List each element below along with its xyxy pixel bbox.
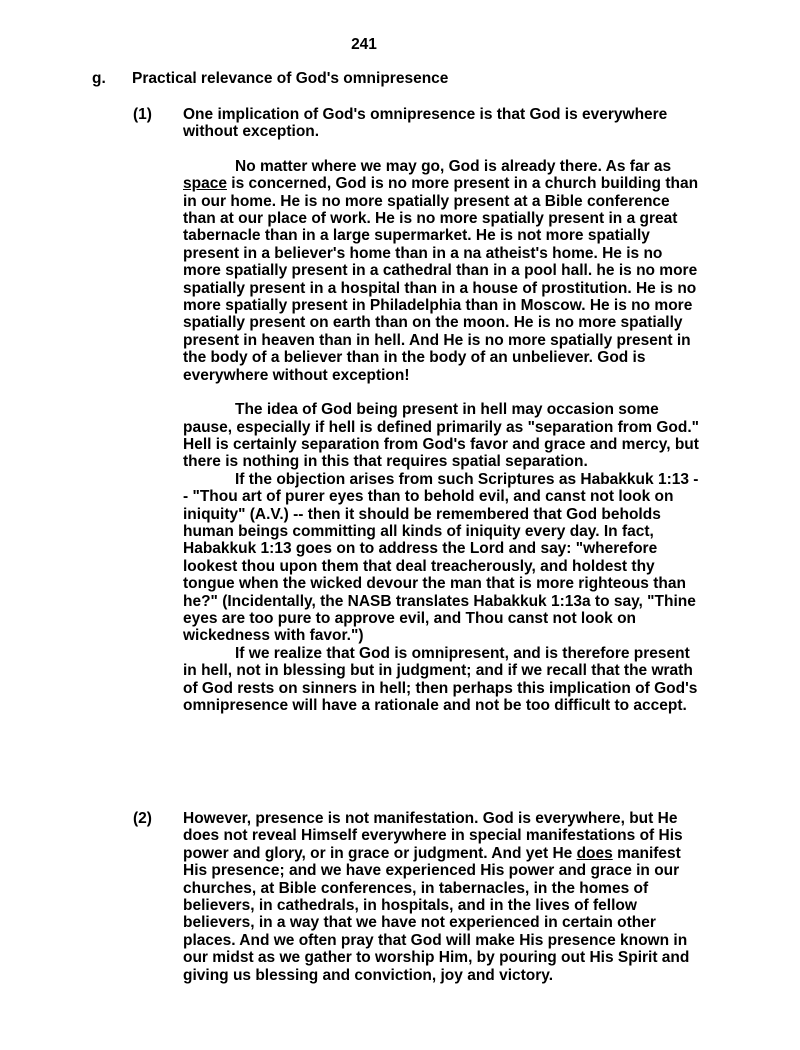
item-lead-paragraph: One implication of God's omnipresence is that God is everywhere without exception. xyxy=(183,106,668,141)
item-lead-paragraph xyxy=(183,810,703,984)
underlined-word: does xyxy=(576,844,613,862)
paragraph-text: manifest His presence; and we have experienced His power and grace in our churches, at Bible conferences, in tabernacles, in the homes of believers, in cathedrals, in hospitals, and in the lives of fellow believers, in a way that we have not experienced in certain other places. And we often pray that God will make His presence known in our midst as we gather to worship Him, by pouring out His Spirit and giving us blessing and conviction, joy and victory. xyxy=(183,844,690,984)
paragraph-text: No matter where we may go, God is already there. As far as xyxy=(235,157,672,175)
paragraph-text: is concerned, God is no more present in a church building than in our home. He is no more spatially present at a Bible conference than at our place of work. He is no more spatially present in a great tabernacle than in a large supermarket. He is not more spatially present in a believer's home than in a na atheist's home. He is no more spatially present in a cathedral than in a pool hall. he is no more spatially present in a hospital than in a house of prostitution. He is no more spatially present in Philadelphia than in Moscow. He is no more spatially present on earth than on the moon. He is no more spatially present in heaven than in hell. And He is no more spatially present in the body of a believer than in the body of an unbeliever. God is everywhere without exception! xyxy=(183,175,699,384)
item-body xyxy=(183,106,703,714)
body-paragraph: If we realize that God is omnipresent, and is therefore present in hell, not in blessing but in judgment; and if we recall that the wrath of God rests on sinners in hell; then perhaps this implication of God's omnipresence will have a rationale and not be too difficult to accept. xyxy=(183,644,698,714)
underlined-word: space xyxy=(183,175,227,193)
section-letter: g. xyxy=(92,70,106,87)
paragraph-text: However, presence is not manifestation. God is everywhere, but He does not reveal Himself everywhere in special manifestations of His power and glory, or in grace or judgment. And yet He xyxy=(183,810,683,862)
body-paragraph xyxy=(183,158,703,384)
list-item-1 xyxy=(133,106,703,714)
item-number: (2) xyxy=(133,810,152,827)
body-paragraph: The idea of God being present in hell may occasion some pause, especially if hell is defined primarily as "separation from God." Hell is certainly separation from God's favor and grace and mercy, but there is nothing in this that requires spatial separation. xyxy=(183,401,700,471)
body-paragraph: If the objection arises from such Scriptures as Habakkuk 1:13 -- "Thou art of purer eyes than to behold evil, and canst not look on iniquity" (A.V.) -- then it should be remembered that God beholds human beings committing all kinds of iniquity every day. In fact, Habakkuk 1:13 goes on to address the Lord and say: "wherefore lookest thou upon them that deal treacherously, and holdest thy tongue when the wicked devour the man that is more righteous than he?" (Incidentally, the NASB translates Habakkuk 1:13a to say, "Thine eyes are too pure to approve evil, and Thou canst not look on wickedness with favor.") xyxy=(183,470,699,645)
item-body xyxy=(183,810,703,984)
item-number: (1) xyxy=(133,106,152,123)
section-title: Practical relevance of God's omnipresence xyxy=(132,70,449,87)
list-item-2 xyxy=(133,810,703,984)
page-number: 241 xyxy=(351,36,377,53)
